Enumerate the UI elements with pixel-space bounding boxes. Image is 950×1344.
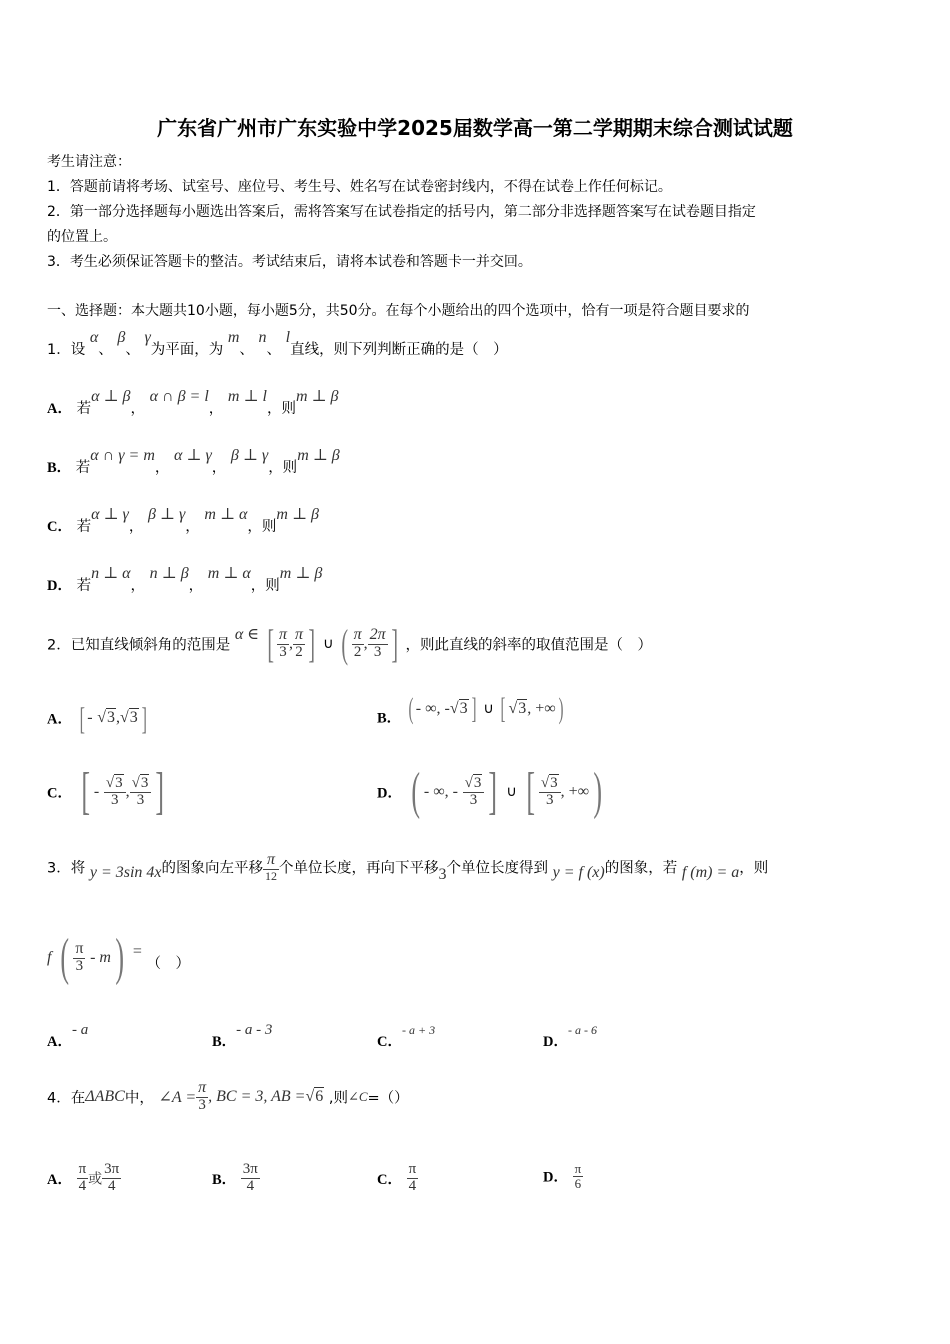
fraction — [352, 627, 364, 661]
q4-option-b[interactable] — [212, 1162, 260, 1195]
q1-sep: 、 — [125, 342, 140, 358]
numerator: √3 — [104, 776, 126, 793]
numerator: π — [78, 1161, 87, 1177]
comma: ， — [185, 519, 200, 535]
numerator: π — [75, 940, 84, 958]
comma: ， — [130, 401, 146, 417]
q3-text: （ ） — [146, 955, 191, 972]
math-expr: f (m) = a — [681, 864, 740, 882]
denominator: 3 — [198, 1096, 206, 1113]
numerator: π — [353, 626, 362, 644]
notice-item-2: 2．第一部分选择题每小题选出答案后，需将答案写在试卷指定的括号内，第二部分非选择题答案写在试卷题目指定 — [47, 204, 756, 220]
comma: ， — [211, 460, 227, 476]
q1-sep: 、 — [266, 342, 282, 358]
radicand: 3 — [129, 709, 138, 726]
option-label: D． — [543, 1034, 568, 1050]
numerator: 3π — [242, 1161, 258, 1177]
option-label: A． — [47, 401, 72, 417]
denominator: 3 — [279, 644, 287, 661]
option-text: 若 — [76, 519, 92, 535]
option-label: A． — [47, 1034, 72, 1050]
math-expr: β ⊥ γ — [147, 506, 186, 523]
option-label: A． — [47, 711, 72, 728]
option-label: C． — [47, 519, 72, 535]
q1-alpha: α — [89, 329, 99, 346]
page-title: 广东省广州市广东实验中学2025届数学高一第二学期期末综合测试试题 — [157, 116, 793, 140]
denominator: 4 — [107, 1177, 116, 1194]
math-expr: α ∩ β = l — [149, 388, 209, 405]
math-expr: ∠A = — [158, 1088, 197, 1106]
radicand: 3 — [473, 774, 482, 791]
option-label: C． — [377, 1171, 402, 1188]
radicand: 3 — [518, 700, 527, 717]
q4-number: 4．在 — [47, 1090, 86, 1107]
math-expr: 3 — [438, 866, 447, 884]
bracket: ) — [593, 763, 602, 820]
numerator: √3 — [463, 776, 485, 793]
bracket: ] — [155, 763, 165, 820]
math-expr: - a + 3 — [401, 1023, 436, 1037]
notice-item-3: 3．考生必须保证答题卡的整洁。考试结束后，请将本试卷和答题卡一并交回。 — [47, 254, 532, 270]
option-label: C． — [47, 785, 72, 802]
union-symbol: ∪ — [506, 784, 517, 800]
bracket: [ — [500, 692, 506, 725]
radicand: 3 — [140, 774, 149, 791]
math-expr: - ∞, - — [415, 700, 450, 717]
bracket: [ — [267, 621, 274, 666]
q4-text: ,则 — [328, 1090, 348, 1107]
sqrt: √3 — [119, 709, 138, 726]
math-expr: m ⊥ α — [207, 565, 251, 582]
option-label: B． — [377, 710, 402, 727]
q4-option-c[interactable] — [377, 1162, 418, 1195]
question-3 — [47, 852, 768, 882]
bracket: ( — [341, 621, 349, 666]
q2-option-b[interactable] — [377, 692, 566, 732]
comma: , — [289, 635, 294, 652]
option-text: ，则 — [266, 401, 296, 417]
math-expr: α ⊥ γ — [174, 447, 212, 464]
math-expr: m ⊥ β — [276, 506, 319, 523]
comma: ， — [208, 401, 224, 417]
q1-l: l — [285, 329, 291, 346]
denominator: 4 — [408, 1177, 417, 1194]
q3-text: 的图象向左平移 — [161, 860, 264, 877]
section-heading: 一、选择题：本大题共10小题，每小题5分，共50分。在每个小题给出的四个选项中，恰有一项是符合题目要求的 — [47, 303, 750, 319]
math-expr: α ⊥ γ — [91, 506, 129, 523]
sqrt: √6 — [305, 1087, 324, 1105]
numerator: √3 — [539, 776, 561, 793]
q1-sep: 、 — [98, 342, 113, 358]
bracket: ] — [471, 692, 477, 725]
denominator: 3 — [469, 791, 478, 808]
q1-text: 直线，则下列判断正确的是（ ） — [290, 342, 508, 358]
fraction — [77, 1162, 89, 1195]
q3-option-c[interactable] — [377, 1023, 436, 1051]
q3-text: 个单位长度，再向下平移 — [279, 860, 439, 877]
option-text: ，则 — [247, 519, 277, 535]
q3-option-d[interactable] — [543, 1023, 597, 1051]
math-expr: α ∈ — [234, 626, 260, 643]
numerator: π — [295, 626, 304, 644]
math-expr: = — [132, 943, 142, 960]
math-expr: , +∞ — [560, 783, 589, 800]
fraction — [539, 776, 561, 809]
option-label: B． — [212, 1171, 237, 1188]
math-expr: n ⊥ β — [149, 565, 189, 582]
q1-sep: 、 — [239, 342, 254, 358]
fraction — [407, 1162, 419, 1195]
fraction — [573, 1162, 584, 1190]
q3-text: 的图象，若 — [604, 860, 678, 877]
math-expr: m ⊥ β — [295, 388, 339, 405]
bracket: [ — [80, 763, 90, 820]
numerator: π — [198, 1079, 207, 1096]
q3-text: 个单位长度得到 — [446, 860, 549, 877]
math-expr: - — [93, 783, 100, 800]
sqrt: √3 — [449, 700, 468, 717]
numerator: π — [408, 1161, 417, 1177]
bracket: ] — [390, 621, 398, 666]
q1-text: 为平面，为 — [150, 342, 224, 358]
fraction — [263, 852, 279, 882]
q3-text: ，则 — [739, 860, 769, 877]
bracket: ) — [115, 929, 124, 986]
question-4 — [47, 1080, 409, 1114]
comma: ， — [130, 578, 146, 594]
notice-item-1: 1．答题前请将考场、试室号、座位号、考生号、姓名写在试卷密封线内，不得在试卷上作任何标记。 — [47, 179, 672, 195]
q2-number: 2．已知直线倾斜角的范围是 — [47, 637, 231, 654]
q1-option-a[interactable] — [47, 388, 339, 418]
denominator: 4 — [246, 1177, 255, 1194]
option-label: D． — [377, 785, 402, 802]
question-2 — [47, 621, 653, 666]
math-expr: ΔABC — [85, 1087, 125, 1105]
math-expr: - a - 3 — [236, 1022, 273, 1038]
math-expr: α ∩ γ = m — [90, 447, 155, 464]
radicand: 3 — [106, 709, 115, 726]
q2-option-c[interactable] — [47, 763, 169, 820]
q1-option-c[interactable] — [47, 506, 319, 536]
option-text: 若 — [76, 578, 92, 594]
bracket: [ — [79, 700, 85, 736]
math-expr: ∠C — [347, 1088, 368, 1104]
comma: ， — [128, 519, 144, 535]
fraction — [368, 627, 388, 661]
q3-option-b[interactable] — [212, 1022, 273, 1051]
notice-heading: 考生请注意： — [47, 154, 131, 170]
q2-text: ，则此直线的斜率的取值范围是（ ） — [405, 637, 653, 654]
bracket: ) — [558, 692, 564, 725]
radicand: 3 — [459, 700, 468, 717]
bracket: ( — [408, 692, 414, 725]
denominator: 3 — [110, 791, 119, 808]
numerator: 2π — [369, 626, 386, 644]
math-expr: - — [87, 709, 93, 726]
denominator: 12 — [265, 868, 278, 883]
q4-text: 中， — [124, 1090, 154, 1107]
question-3-line2 — [47, 929, 191, 986]
fraction — [130, 776, 152, 809]
option-text: 若 — [75, 460, 91, 476]
denominator: 6 — [574, 1175, 582, 1191]
union-symbol: ∪ — [483, 701, 494, 717]
fraction — [277, 627, 289, 661]
comma: , — [363, 635, 368, 652]
math-expr: - ∞, - — [423, 783, 458, 800]
math-expr: y = f (x) — [552, 864, 605, 882]
q1-gamma: γ — [144, 329, 151, 346]
sqrt: √3 — [97, 709, 115, 726]
bracket: ] — [308, 621, 316, 666]
sqrt: √3 — [508, 700, 527, 717]
q1-n: n — [258, 329, 267, 346]
q4-text: =（） — [367, 1090, 409, 1107]
comma: ， — [188, 578, 204, 594]
q1-beta: β — [117, 329, 126, 346]
radicand: 3 — [550, 774, 558, 791]
q3-option-a[interactable] — [47, 1022, 89, 1051]
option-text: ，则 — [250, 578, 280, 594]
numerator: π — [279, 626, 288, 644]
numerator: π — [574, 1161, 582, 1176]
q1-option-b[interactable] — [47, 447, 340, 477]
q1-m: m — [227, 329, 240, 346]
q4-option-d[interactable] — [543, 1162, 583, 1190]
fraction — [293, 627, 305, 661]
notice-item-2-cont: 的位置上。 — [47, 229, 117, 245]
math-expr: - a - 6 — [567, 1023, 597, 1037]
math-expr: m ⊥ β — [279, 565, 323, 582]
fraction — [73, 941, 85, 975]
fraction — [241, 1162, 260, 1195]
q1-option-d[interactable] — [47, 565, 323, 595]
math-expr: - a — [71, 1022, 89, 1038]
question-1 — [47, 329, 508, 359]
denominator: 3 — [136, 791, 145, 808]
math-expr: α ⊥ β — [91, 388, 131, 405]
math-expr: β ⊥ γ — [230, 447, 269, 464]
math-text: 或 — [88, 1172, 103, 1188]
math-expr: , BC = 3, AB = — [208, 1087, 306, 1105]
q2-option-d[interactable] — [377, 763, 606, 820]
q4-option-a[interactable] — [47, 1162, 121, 1195]
option-text: 若 — [76, 401, 92, 417]
option-label: C． — [377, 1034, 402, 1050]
numerator: 3π — [104, 1161, 120, 1177]
math-expr: m ⊥ α — [204, 506, 248, 523]
math-expr: n ⊥ α — [91, 565, 131, 582]
bracket: ] — [488, 763, 498, 820]
denominator: 4 — [78, 1177, 87, 1194]
q2-option-a[interactable] — [47, 702, 149, 734]
math-expr: , +∞ — [527, 700, 556, 717]
option-label: B． — [212, 1034, 237, 1050]
denominator: 2 — [353, 644, 362, 661]
q3-number: 3．将 — [47, 860, 86, 877]
fraction — [102, 1162, 121, 1195]
math-expr: - m — [90, 949, 111, 966]
fraction — [196, 1080, 208, 1114]
q1-number: 1．设 — [47, 342, 86, 358]
option-label: D． — [47, 578, 72, 594]
fraction — [104, 776, 126, 809]
option-label: A． — [47, 1171, 72, 1188]
comma: ， — [154, 460, 170, 476]
fraction — [463, 776, 485, 809]
numerator: π — [263, 852, 279, 870]
comma: , — [115, 709, 120, 726]
option-text: ，则 — [268, 460, 298, 476]
option-label: B． — [47, 460, 72, 476]
option-label: D． — [543, 1169, 568, 1186]
math-expr: f — [47, 949, 52, 966]
radicand: 3 — [115, 774, 123, 791]
bracket: ] — [141, 700, 147, 736]
denominator: 3 — [75, 958, 84, 975]
radicand: 6 — [315, 1087, 324, 1105]
math-expr: y = 3sin 4x — [89, 864, 162, 882]
bracket: [ — [525, 763, 535, 820]
denominator: 3 — [373, 644, 382, 661]
denominator: 2 — [295, 644, 303, 661]
bracket: ( — [410, 763, 420, 820]
math-expr: m ⊥ l — [227, 388, 267, 405]
math-expr: m ⊥ β — [297, 447, 340, 464]
bracket: ( — [60, 929, 70, 986]
comma: , — [125, 783, 130, 800]
denominator: 3 — [545, 791, 554, 808]
union-symbol: ∪ — [323, 636, 334, 652]
numerator: √3 — [130, 776, 152, 793]
